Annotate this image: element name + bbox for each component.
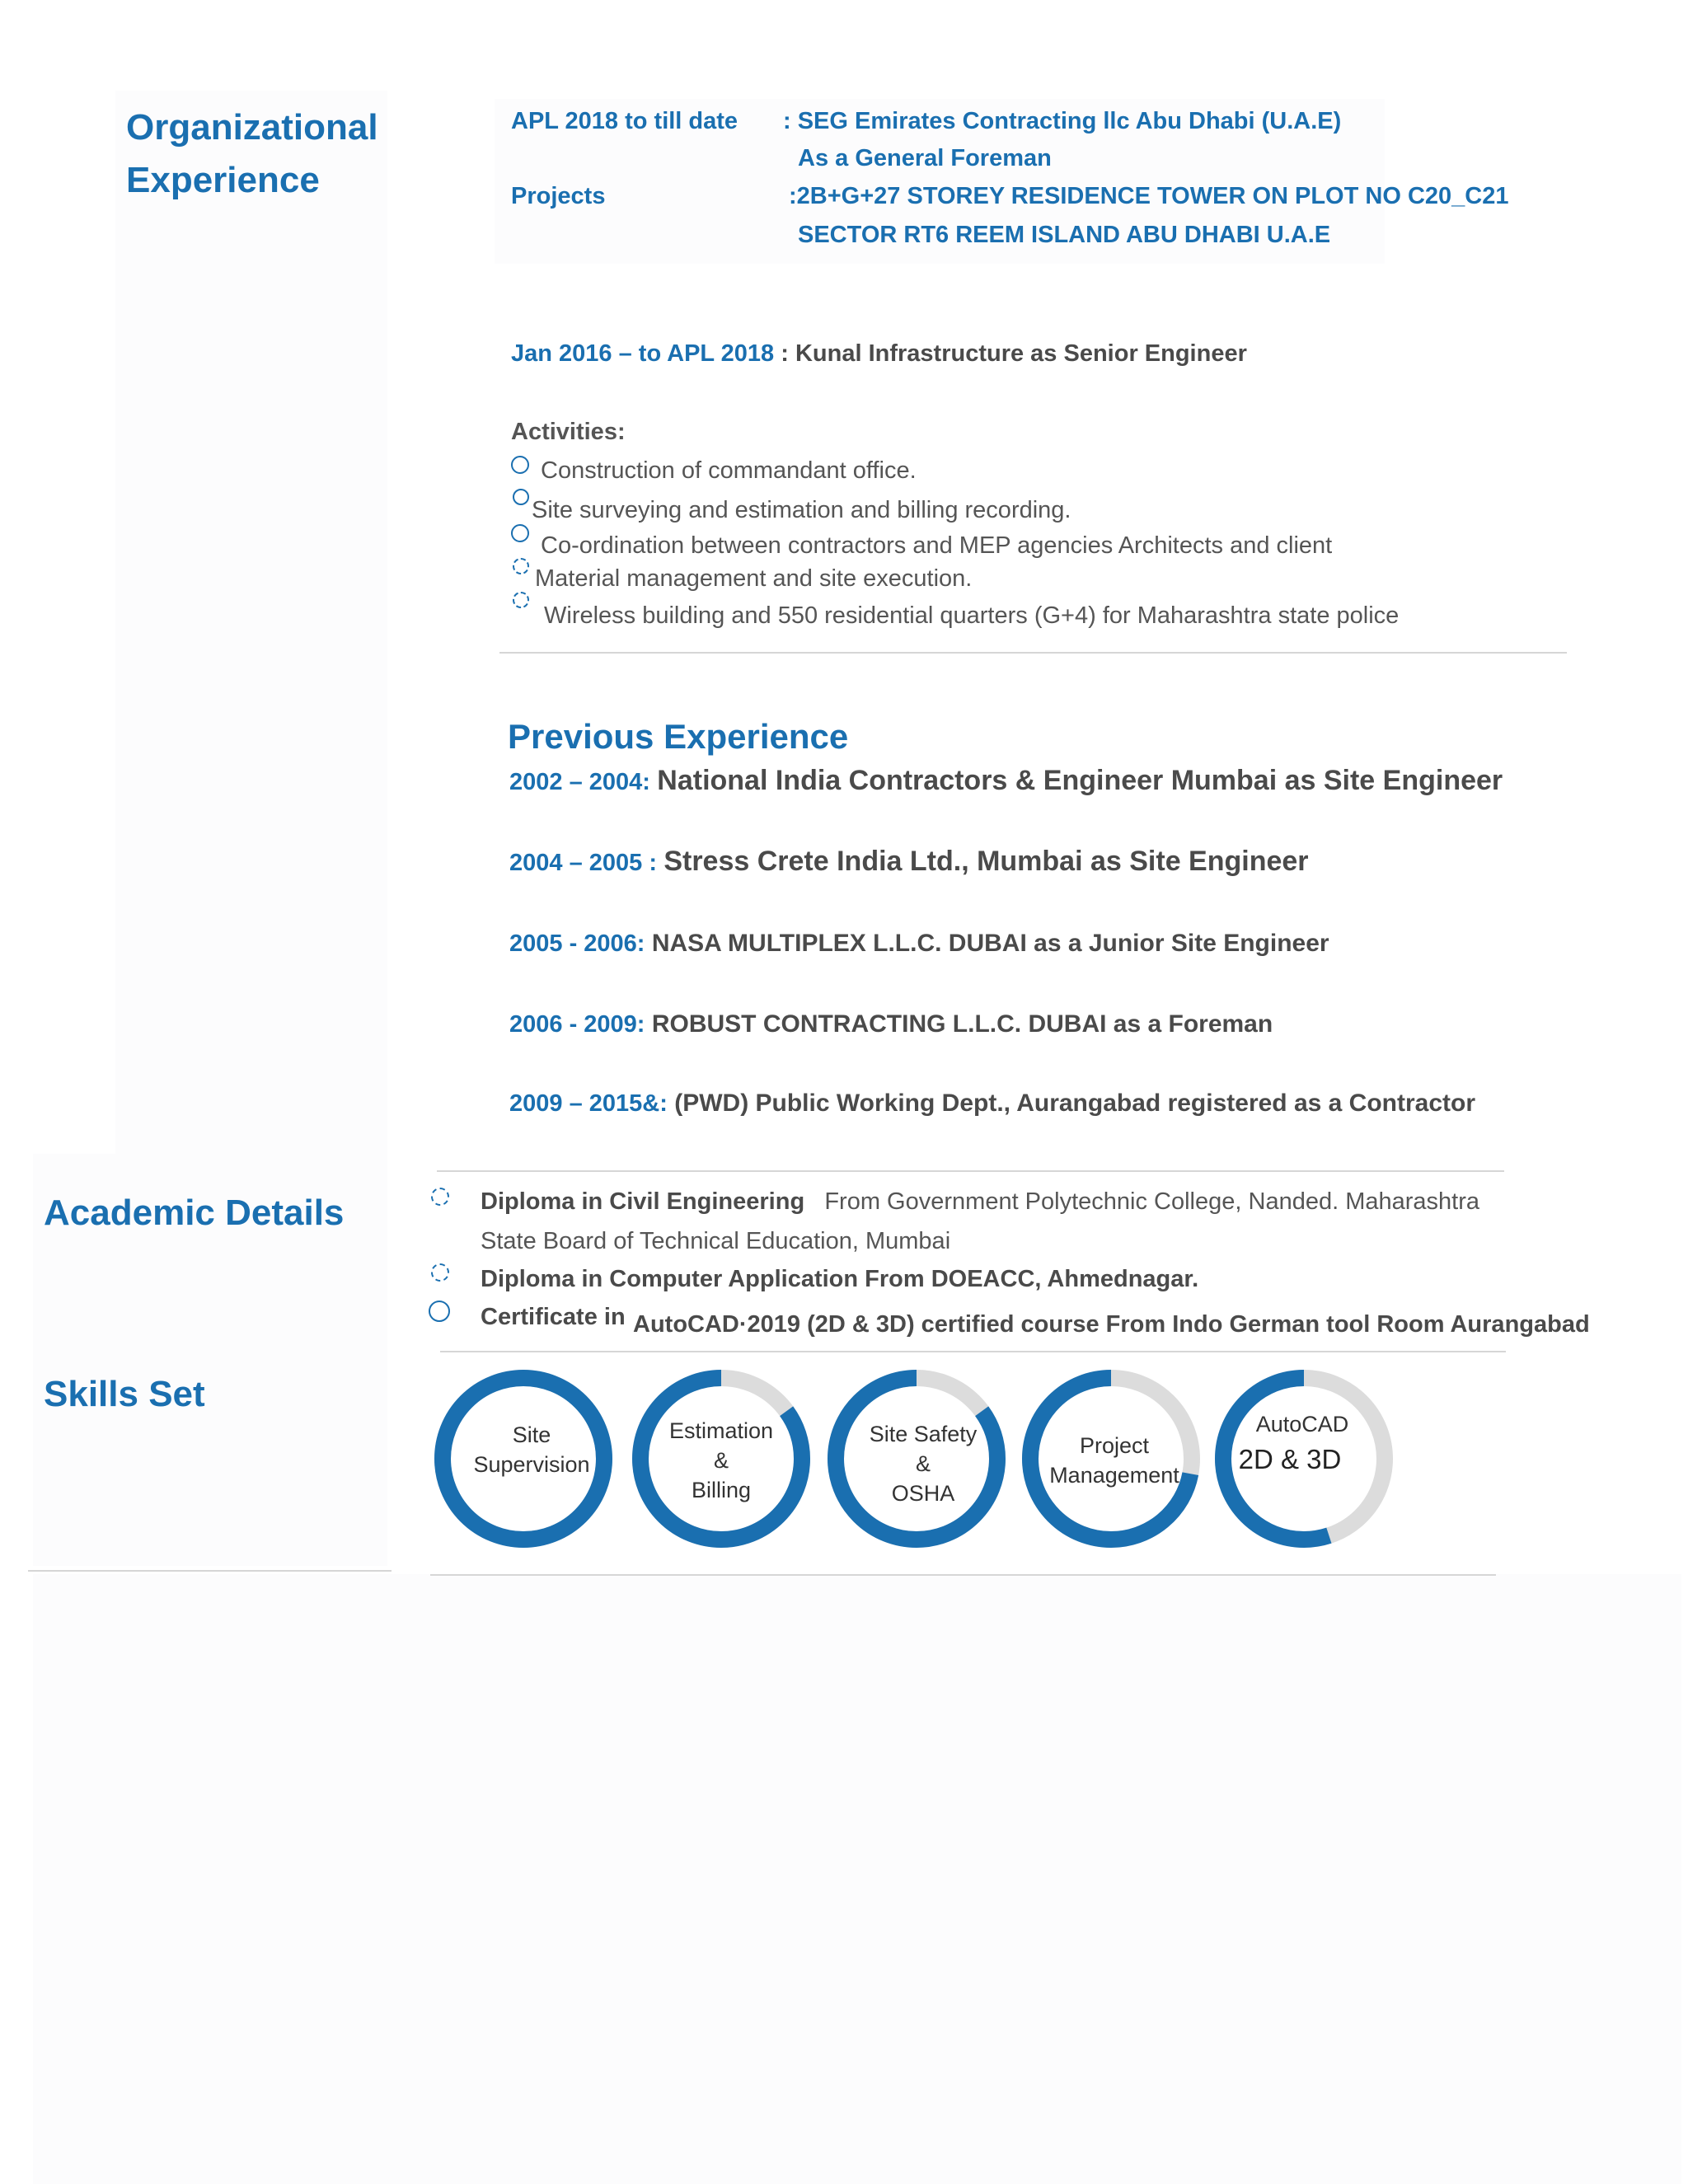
heading-line1: Organizational [126, 107, 378, 148]
section-heading-academic: Academic Details [44, 1193, 345, 1233]
skill-label [631, 1416, 812, 1505]
previous-text: NASA MULTIPLEX L.L.C. DUBAI as a Junior Site Engineer [651, 930, 1329, 957]
divider [437, 1170, 1504, 1172]
section-heading-organizational [126, 101, 378, 207]
skill-label-line: Site Safety [869, 1422, 978, 1446]
previous-text: (PWD) Public Working Dept., Aurangabad registered as a Contractor [674, 1090, 1476, 1117]
activity-item: Material management and site execution. [535, 565, 973, 592]
current-job-label: APL 2018 to till date [511, 108, 738, 134]
skill-label-line: & [915, 1451, 931, 1476]
academic-item-line2: State Board of Technical Education, Mumbai [481, 1228, 951, 1254]
previous-row [509, 1090, 1475, 1118]
kunal-role: : Kunal Infrastructure as Senior Engineer [774, 340, 1247, 367]
academic-item: AutoCAD·2019 (2D & 3D) certified course From Indo German tool Room Aurangabad [633, 1311, 1590, 1338]
circle-bullet-icon [429, 1301, 450, 1322]
current-job-employer: : SEG Emirates Contracting llc Abu Dhabi (U.A.E) [783, 108, 1342, 134]
dashed-circle-bullet-icon [431, 1188, 449, 1206]
skill-label [1212, 1409, 1393, 1480]
previous-text: Stress Crete India Ltd., Mumbai as Site Engineer [663, 846, 1309, 877]
academic-item [481, 1188, 1479, 1216]
skill-label-line: Project [1079, 1433, 1150, 1458]
activity-item: Construction of commandant office. [541, 457, 917, 484]
previous-row [509, 1010, 1273, 1038]
activities-heading: Activities: [511, 419, 626, 445]
previous-row [509, 846, 1309, 878]
dashed-circle-bullet-icon [431, 1263, 449, 1282]
skill-label-line: Site [512, 1422, 551, 1447]
skill-label-line: Management [1049, 1463, 1179, 1488]
activity-item: Wireless building and 550 residential quarters (G+4) for Maharashtra state police [544, 602, 1400, 629]
previous-years: 2009 – 2015&: [509, 1090, 668, 1117]
academic-item-label: Certificate in [481, 1304, 626, 1330]
skill-label-line: Supervision [473, 1452, 590, 1477]
heading-line2: Experience [126, 160, 320, 200]
previous-years: 2004 – 2005 : [509, 850, 657, 876]
activity-item: Site surveying and estimation and billing recording. [532, 497, 1071, 523]
kunal-job [511, 340, 1247, 368]
previous-text: National India Contractors & Engineer Mumbai as Site Engineer [657, 765, 1503, 796]
dashed-circle-bullet-icon [513, 558, 529, 574]
circle-bullet-icon [511, 456, 529, 474]
left-panel-bg [115, 91, 387, 1162]
skill-label-line: 2D & 3D [1238, 1444, 1342, 1474]
dashed-circle-bullet-icon [513, 592, 529, 608]
previous-years: 2005 - 2006: [509, 930, 645, 957]
skill-label [1024, 1431, 1205, 1490]
section-heading-skills: Skills Set [44, 1374, 205, 1414]
previous-years: 2002 – 2004: [509, 769, 650, 795]
skill-label-line: Billing [691, 1478, 752, 1502]
academic-item: Diploma in Computer Application From DOEACC, Ahmednagar. [481, 1266, 1199, 1292]
academic-institute: From Government Polytechnic College, Nanded. Maharashtra [824, 1188, 1479, 1215]
activity-item: Co-ordination between contractors and MEP agencies Architects and client [541, 532, 1333, 559]
projects-value: :2B+G+27 STOREY RESIDENCE TOWER ON PLOT NO C20_C21 [789, 183, 1509, 209]
section-heading-previous: Previous Experience [508, 717, 849, 756]
skill-label-line: OSHA [891, 1481, 955, 1506]
skill-label-line: AutoCAD [1255, 1412, 1349, 1436]
previous-row [509, 765, 1503, 797]
skill-label-line: Estimation [668, 1418, 774, 1443]
projects-location: SECTOR RT6 REEM ISLAND ABU DHABI U.A.E [798, 222, 1331, 248]
projects-label: Projects [511, 183, 606, 209]
bottom-bg [33, 1574, 1681, 2184]
kunal-dates: Jan 2016 – to APL 2018 [511, 340, 775, 367]
circle-bullet-icon [513, 489, 529, 505]
skill-label [441, 1420, 622, 1479]
academic-degree: Diploma in Civil Engineering [481, 1188, 805, 1215]
skill-label [832, 1419, 1014, 1508]
current-job-role: As a General Foreman [798, 145, 1052, 171]
divider [430, 1574, 1496, 1576]
previous-text: ROBUST CONTRACTING L.L.C. DUBAI as a Foreman [651, 1010, 1273, 1038]
circle-bullet-icon [511, 524, 529, 542]
skill-label-line: & [713, 1448, 729, 1473]
divider [28, 1570, 392, 1572]
divider [499, 652, 1567, 654]
previous-row [509, 930, 1329, 958]
previous-years: 2006 - 2009: [509, 1011, 645, 1038]
